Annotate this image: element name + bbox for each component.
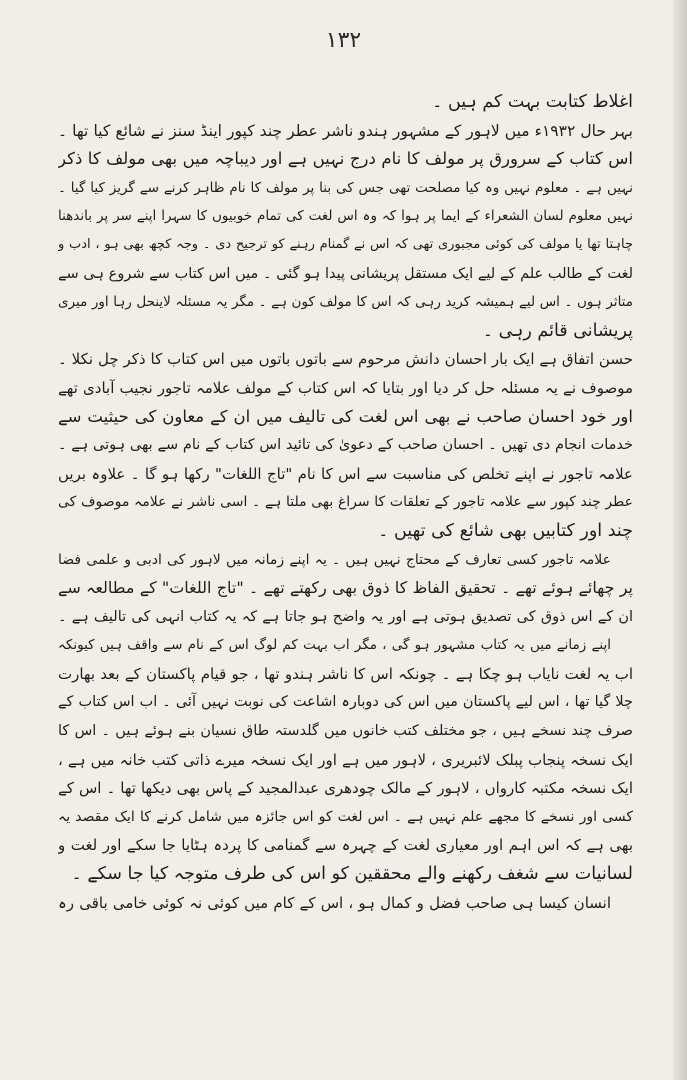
page-edge xyxy=(673,0,687,1080)
text-line: چلا گیا تھا ، اس لیے پاکستان میں اس کی دوبارہ اشاعت کی نوبت نہیں آئی ۔ اب اس کتاب کے xyxy=(58,694,633,711)
text-line: لغت کے طالب علم کے لیے ایک مستقل پریشانی پیدا ہو گئی ۔ میں اس کتاب سے شروع ہی سے xyxy=(58,265,633,282)
text-line: خدمات انجام دی تھیں ۔ احسان صاحب کے دعویٰ کی تائید اس کتاب کے نام سے بھی ہوتی ہے ۔ xyxy=(58,437,633,454)
text-line: اغلاط کتابت بہت کم ہیں ۔ xyxy=(432,92,633,112)
text-line: چاہتا تھا یا مولف کی کوئی مجبوری تھی کہ اس نے گمنام رہنے کو ترجیح دی ۔ وجہ کچھ بھی ہو ، ادب و xyxy=(58,236,633,252)
body-text xyxy=(58,88,633,917)
text-line: ایک نسخہ مکتبہ کارواں ، لاہور کے مالک چودھری عبدالمجید کے پاس بھی دیکھا تھا ۔ اس کے xyxy=(58,779,633,798)
text-line: ایک نسخہ پنجاب پبلک لائبریری ، لاہور میں ہے اور ایک نسخہ میرے ذاتی کتب خانہ میں ہے ، xyxy=(58,750,633,769)
text-line: بہر حال ۱۹۳۲ء میں لاہور کے مشہور ہندو ناشر عطر چند کپور اینڈ سنز نے شائع کیا تھا ۔ xyxy=(58,121,633,140)
text-line: چند اور کتابیں بھی شائع کی تھیں ۔ xyxy=(378,520,633,541)
text-line: عطر چند کپور سے علامہ تاجور کے تعلقات کا سراغ بھی ملتا ہے ۔ اسی ناشر نے علامہ موصوف کی xyxy=(58,494,633,511)
text-line: ان کے اس ذوق کی تصدیق ہوتی ہے اور یہ واضح ہو جاتا ہے کہ یہ کتاب انہی کی تالیف ہے ۔ xyxy=(58,608,633,625)
text-line: نہیں ہے ۔ معلوم نہیں وہ کیا مصلحت تھی جس کی بنا پر مولف کا نام ظاہر کرنے سے گریز کیا گیا ۔ xyxy=(58,179,633,196)
text-line: اب یہ لغت نایاب ہو چکا ہے ۔ چونکہ اس کا ناشر ہندو تھا ، جو قیام پاکستان کے بعد بھارت xyxy=(58,664,633,683)
text-line: اپنے زمانے میں یہ کتاب مشہور ہو گی ، مگر اب بہت کم لوگ اس کے نام سے واقف ہیں کیونکہ xyxy=(58,637,611,654)
text-line: حسن اتفاق ہے ایک بار احسان دانش مرحوم سے باتوں باتوں میں اس کتاب کا ذکر چل نکلا ۔ xyxy=(58,350,633,369)
page-number: ۱۳۲ xyxy=(325,28,362,53)
text-line: انسان کیسا ہی صاحب فضل و کمال ہو ، اس کے کام میں کوئی نہ کوئی خامی باقی رہ xyxy=(58,893,611,912)
text-line: صرف چند نسخے ہیں ، جو مختلف کتب خانوں میں گلدستہ طاق نسیان بنے ہوئے ہیں ۔ اس کا xyxy=(58,723,633,740)
text-line: پریشانی قائم رہی ۔ xyxy=(482,320,633,341)
text-line: موصوف نے یہ مسئلہ حل کر دیا اور بتایا کہ اس کتاب کے مولف علامہ تاجور نجیب آبادی تھے xyxy=(58,378,633,397)
text-line: لسانیات سے شغف رکھنے والے محققین کو اس کی طرف متوجہ کیا جا سکے ۔ xyxy=(71,864,633,885)
text-line: علامہ تاجور نے اپنے تخلص کی مناسبت سے اس کا نام "تاج اللغات" رکھا ہو گا ۔ علاوہ بریں xyxy=(58,464,633,483)
text-line: اس کتاب کے سرورق پر مولف کا نام درج نہیں ہے اور دیباچہ میں بھی مولف کا ذکر xyxy=(58,149,633,169)
text-line: پر چھائے ہوئے تھے ۔ تحقیق الفاظ کا ذوق بھی رکھتے تھے ۔ "تاج اللغات" کے مطالعہ سے xyxy=(58,578,633,598)
text-line: نہیں معلوم لسان الشعراء کے ایما پر ہوا کہ وہ اس لغت کی تمام خوبیوں کا سہرا اپنے سر پر باندھنا xyxy=(58,208,633,225)
text-line: علامہ تاجور کسی تعارف کے محتاج نہیں ہیں ۔ یہ اپنے زمانہ میں لاہور کی ادبی و علمی فضا xyxy=(58,551,611,568)
text-line: بھی ہے کہ اس اہم اور معیاری لغت کے چہرہ سے گمنامی کا پردہ ہٹایا جا سکے اور لغت و xyxy=(58,836,633,855)
text-line: اور خود احسان صاحب نے بھی اس لغت کی تالیف میں ان کے معاون کی حیثیت سے xyxy=(58,406,633,426)
text-line: کسی اور نسخے کا مجھے علم نہیں ہے ۔ اس لغت کو اس جائزہ میں شامل کرنے کا ایک مقصد یہ xyxy=(58,808,633,825)
text-line: متاثر ہوں ۔ اس لیے ہمیشہ کرید رہی کہ اس کا مولف کون ہے ۔ مگر یہ مسئلہ لاینحل رہا اور میری xyxy=(58,294,633,311)
